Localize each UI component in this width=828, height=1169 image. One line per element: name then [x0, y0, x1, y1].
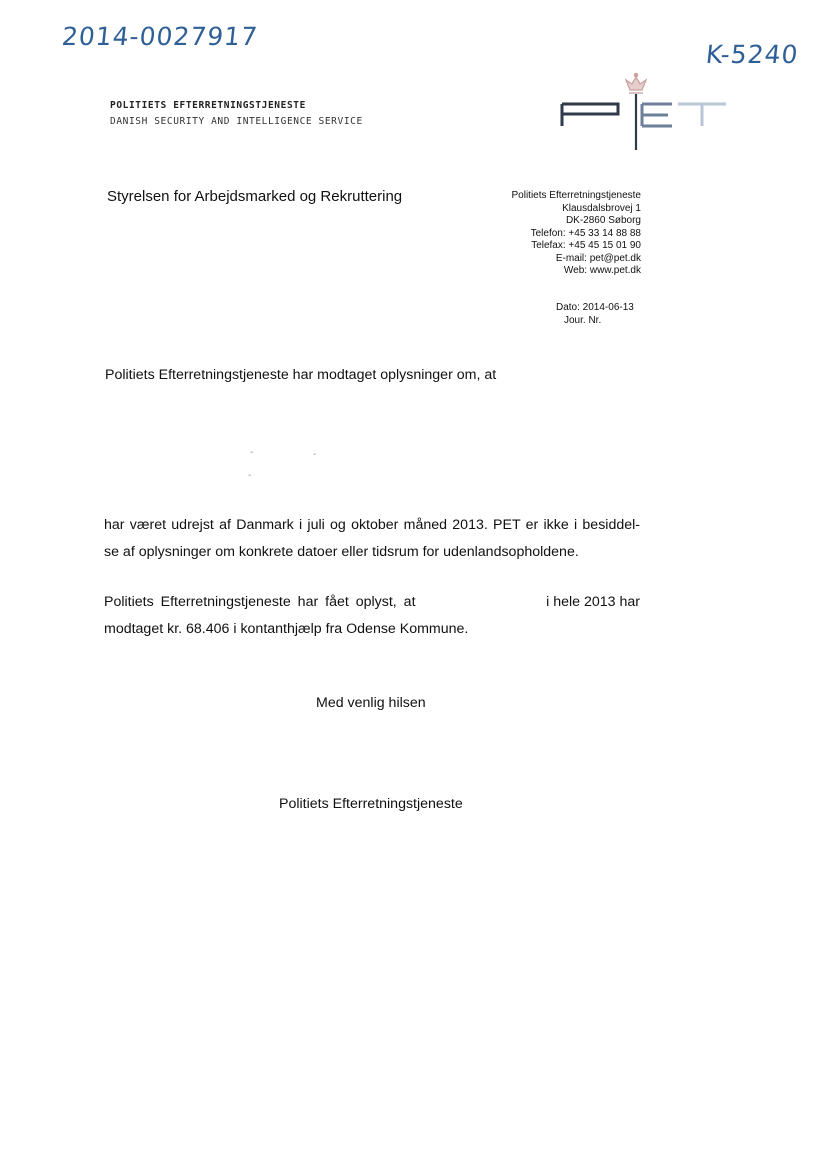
logo-letter-t	[678, 104, 726, 126]
intro-sentence: Politiets Efterretningstjeneste har modtaget oplysninger om, at	[105, 367, 497, 383]
paragraph-benefits-line-1	[104, 589, 640, 616]
handwritten-file-reference: K-5240	[704, 40, 800, 69]
benefits-line-start: Politiets Efterretningstjeneste har fået oplyst, at	[104, 594, 416, 610]
recipient-name: Styrelsen for Arbejdsmarked og Rekruttering	[107, 188, 403, 205]
sender-contact	[430, 190, 641, 278]
paragraph-travel-line-2: se af oplysninger om konkrete datoer eller tidsrum for udenlandsopholdene.	[104, 544, 579, 560]
logo-letter-e	[642, 104, 672, 126]
closing-greeting: Med venlig hilsen	[316, 695, 426, 711]
signature-agency: Politiets Efterretningstjeneste	[279, 796, 463, 812]
sender-phone: Telefon: +45 33 14 88 88	[530, 227, 641, 239]
sender-fax: Telefax: +45 45 15 01 90	[531, 240, 641, 251]
benefits-line-end: i hele 2013 har	[546, 594, 640, 610]
sender-web: Web: www.pet.dk	[563, 265, 641, 276]
sender-email: E-mail: pet@pet.dk	[555, 252, 641, 264]
pet-logo-graphic	[560, 72, 730, 152]
sender-name: Politiets Efterretningstjeneste	[511, 190, 641, 201]
agency-name-english: DANISH SECURITY AND INTELLIGENCE SERVICE	[110, 116, 363, 127]
paragraph-travel	[104, 512, 640, 566]
sender-postal: DK-2860 Søborg	[565, 215, 641, 226]
paragraph-benefits	[104, 589, 640, 643]
sender-street: Klausdalsbrovej 1	[562, 202, 641, 214]
handwritten-case-number: 2014-0027917	[60, 22, 260, 51]
logo-letter-p	[562, 104, 618, 126]
agency-name: POLITIETS EFTERRETNINGSTJENESTE	[110, 100, 306, 111]
redaction-mark: -	[313, 449, 317, 460]
redaction-mark: -	[250, 447, 254, 458]
paragraph-benefits-line-2: modtaget kr. 68.406 i kontanthjælp fra Odense Kommune.	[104, 621, 469, 637]
journal-number: Jour. Nr.	[564, 314, 602, 326]
pet-logo	[560, 72, 730, 152]
letter-meta	[500, 302, 641, 327]
paragraph-travel-line-1: har været udrejst af Danmark i juli og oktober måned 2013. PET er ikke i besiddel-	[104, 517, 640, 533]
letter-date: Dato: 2014-06-13	[556, 302, 634, 313]
redaction-mark: -	[248, 470, 252, 481]
crown-icon	[626, 73, 646, 93]
